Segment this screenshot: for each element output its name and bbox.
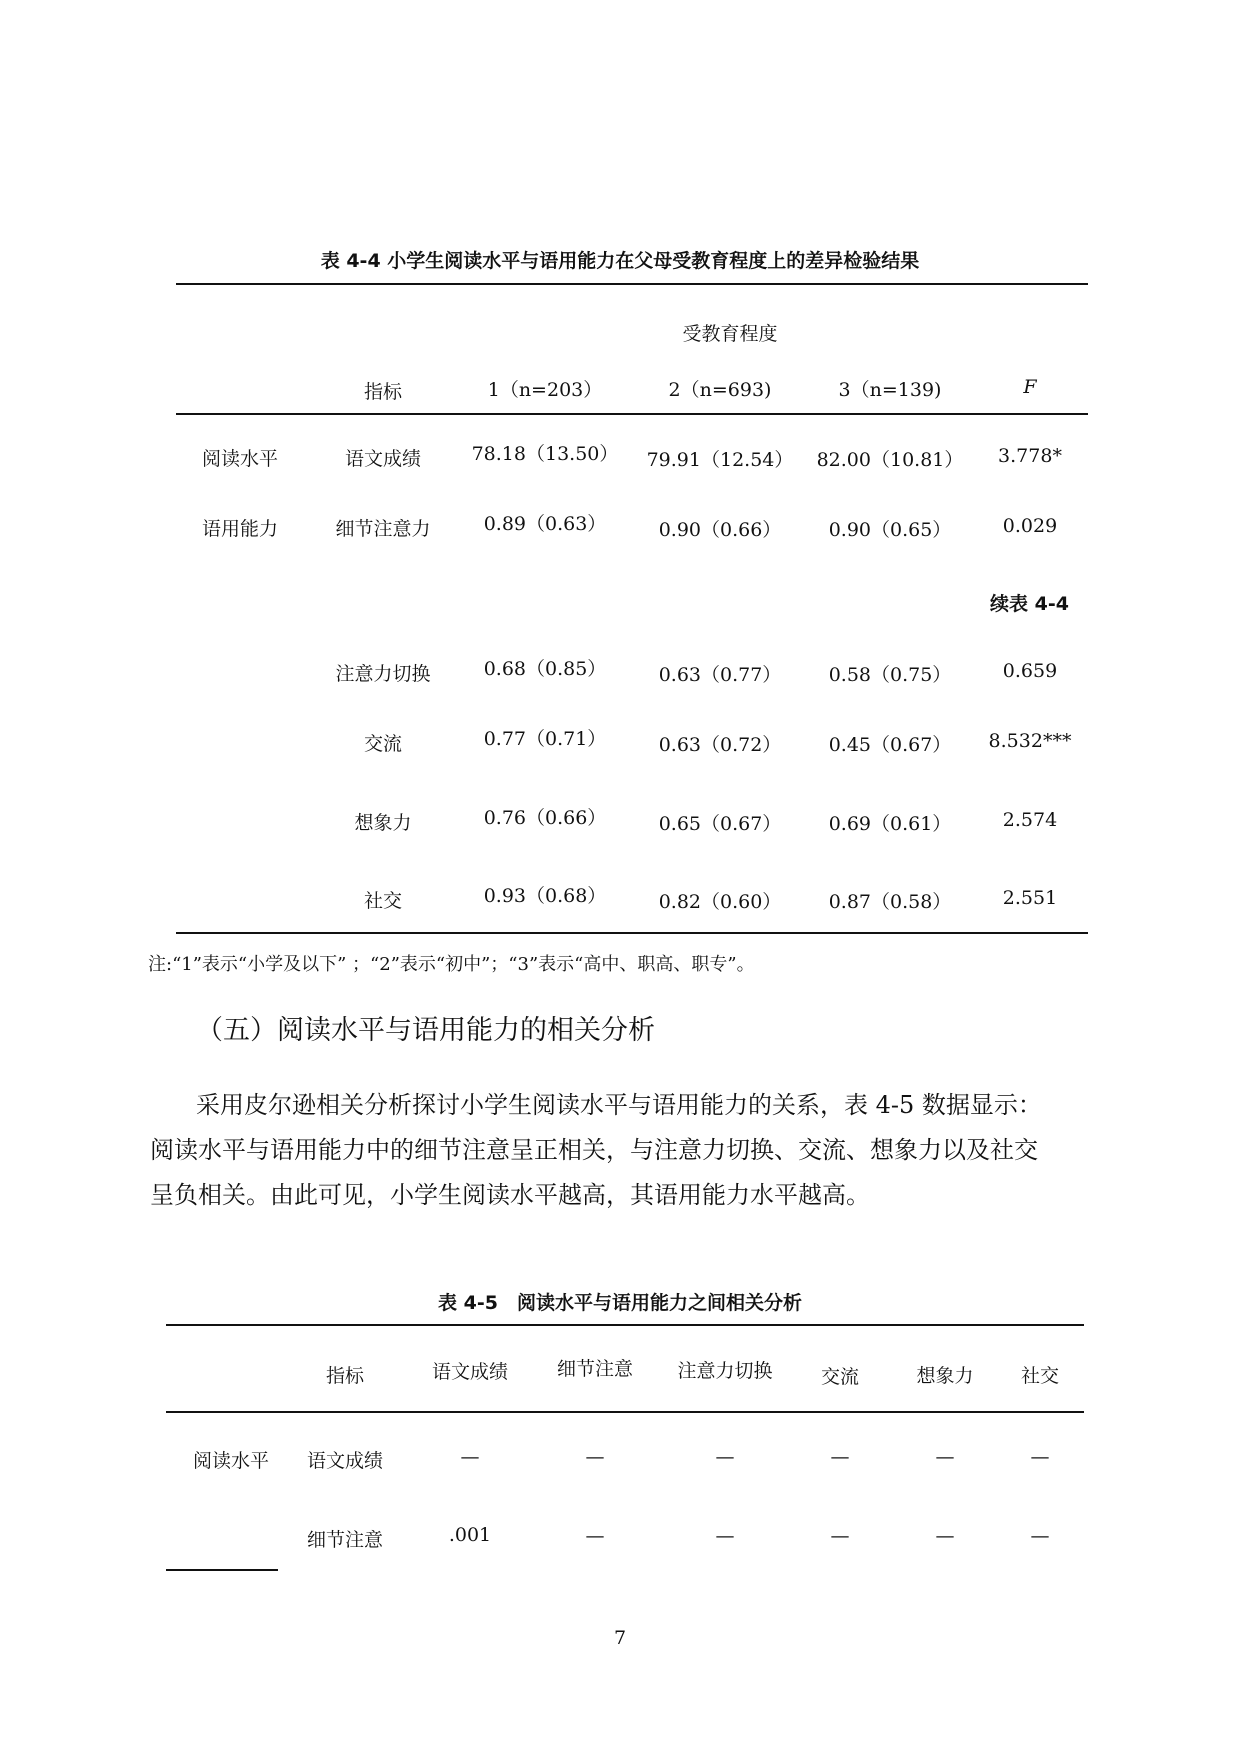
cell-g3: 0.69（0.61） — [828, 813, 952, 835]
cell-g1: 0.89（0.63） — [483, 513, 607, 535]
cell-value: — — [715, 1525, 735, 1547]
cell-f: 3.778* — [998, 445, 1062, 467]
table-4-5-partial-rule — [166, 1569, 278, 1571]
cell-g1: 0.93（0.68） — [483, 885, 607, 907]
row-indicator: 注意力切换 — [335, 663, 431, 685]
row-category: 阅读水平 — [201, 448, 278, 470]
cell-g2: 0.82（0.60） — [658, 891, 782, 913]
cell-value: — — [830, 1446, 850, 1468]
cell-value: — — [935, 1525, 955, 1547]
table-note: 注:“1”表示“小学及以下” ；“2”表示“初中”；“3”表示“高中、职高、职专”。 — [148, 954, 755, 975]
table-4-4-caption: 表 4-4 小学生阅读水平与语用能力在父母受教育程度上的差异检验结果 — [320, 250, 920, 272]
cell-f: 0.659 — [1002, 660, 1058, 682]
row-indicator: 交流 — [363, 733, 402, 755]
cell-g2: 0.90（0.66） — [658, 519, 782, 541]
cell-f: 0.029 — [1002, 515, 1058, 537]
header-col: 想象力 — [916, 1365, 974, 1387]
cell-g1: 0.68（0.85） — [483, 658, 607, 680]
cell-value: — — [1030, 1446, 1050, 1468]
cell-value: — — [830, 1525, 850, 1547]
row-indicator: 细节注意 — [306, 1529, 383, 1551]
section-heading: （五）阅读水平与语用能力的相关分析 — [196, 1015, 655, 1046]
cell-value: — — [460, 1446, 480, 1468]
cell-g2: 0.63（0.77） — [658, 664, 782, 686]
group-header: 受教育程度 — [682, 323, 778, 345]
header-col: 注意力切换 — [677, 1360, 773, 1382]
row-indicator: 社交 — [363, 890, 402, 912]
paragraph-line: 采用皮尔逊相关分析探讨小学生阅读水平与语用能力的关系，表 4-5 数据显示： — [196, 1091, 1042, 1119]
cell-value: — — [585, 1446, 605, 1468]
header-indicator: 指标 — [325, 1365, 364, 1387]
cell-g3: 0.87（0.58） — [828, 891, 952, 913]
header-f: F — [1023, 376, 1037, 398]
cell-f: 8.532*** — [988, 730, 1072, 752]
header-g1: 1（n=203） — [487, 379, 603, 401]
cell-g3: 0.90（0.65） — [828, 519, 952, 541]
table-4-5-caption: 表 4-5 阅读水平与语用能力之间相关分析 — [438, 1292, 802, 1314]
cell-g3: 0.45（0.67） — [828, 734, 952, 756]
header-col: 交流 — [820, 1366, 859, 1388]
cell-value: — — [1030, 1525, 1050, 1547]
header-col: 语文成绩 — [431, 1361, 508, 1383]
cell-g1: 78.18（13.50） — [471, 443, 619, 465]
cell-value: — — [715, 1446, 735, 1468]
cell-f: 2.574 — [1002, 809, 1058, 831]
cell-value: .001 — [448, 1524, 492, 1546]
header-col: 社交 — [1020, 1365, 1059, 1387]
row-category: 阅读水平 — [192, 1450, 269, 1472]
page-number: 7 — [613, 1627, 627, 1649]
cell-g3: 0.58（0.75） — [828, 664, 952, 686]
row-indicator: 语文成绩 — [344, 448, 421, 470]
header-g3: 3（n=139) — [838, 379, 942, 401]
cell-value: — — [935, 1446, 955, 1468]
row-indicator: 语文成绩 — [306, 1450, 383, 1472]
table-4-4-bottom-rule — [176, 932, 1088, 934]
table-4-4-header-rule — [176, 413, 1088, 415]
cell-g2: 79.91（12.54） — [646, 449, 794, 471]
cell-g1: 0.77（0.71） — [483, 728, 607, 750]
cell-g2: 0.65（0.67） — [658, 813, 782, 835]
table-4-5-header-rule — [166, 1411, 1084, 1413]
header-g2: 2（n=693) — [668, 379, 772, 401]
cell-g2: 0.63（0.72） — [658, 734, 782, 756]
paragraph-line: 呈负相关。由此可见，小学生阅读水平越高，其语用能力水平越高。 — [150, 1181, 870, 1209]
paragraph-line: 阅读水平与语用能力中的细节注意呈正相关，与注意力切换、交流、想象力以及社交 — [150, 1136, 1038, 1164]
row-category: 语用能力 — [201, 518, 278, 540]
cell-g3: 82.00（10.81） — [816, 449, 964, 471]
cell-value: — — [585, 1525, 605, 1547]
cell-g1: 0.76（0.66） — [483, 807, 607, 829]
continued-label: 续表 4-4 — [990, 593, 1069, 615]
table-4-4-top-rule — [176, 283, 1088, 285]
row-indicator: 想象力 — [354, 812, 412, 834]
header-col: 细节注意 — [556, 1358, 633, 1380]
table-4-5-top-rule — [166, 1324, 1084, 1326]
header-indicator: 指标 — [363, 381, 402, 403]
cell-f: 2.551 — [1002, 887, 1058, 909]
row-indicator: 细节注意力 — [335, 518, 431, 540]
